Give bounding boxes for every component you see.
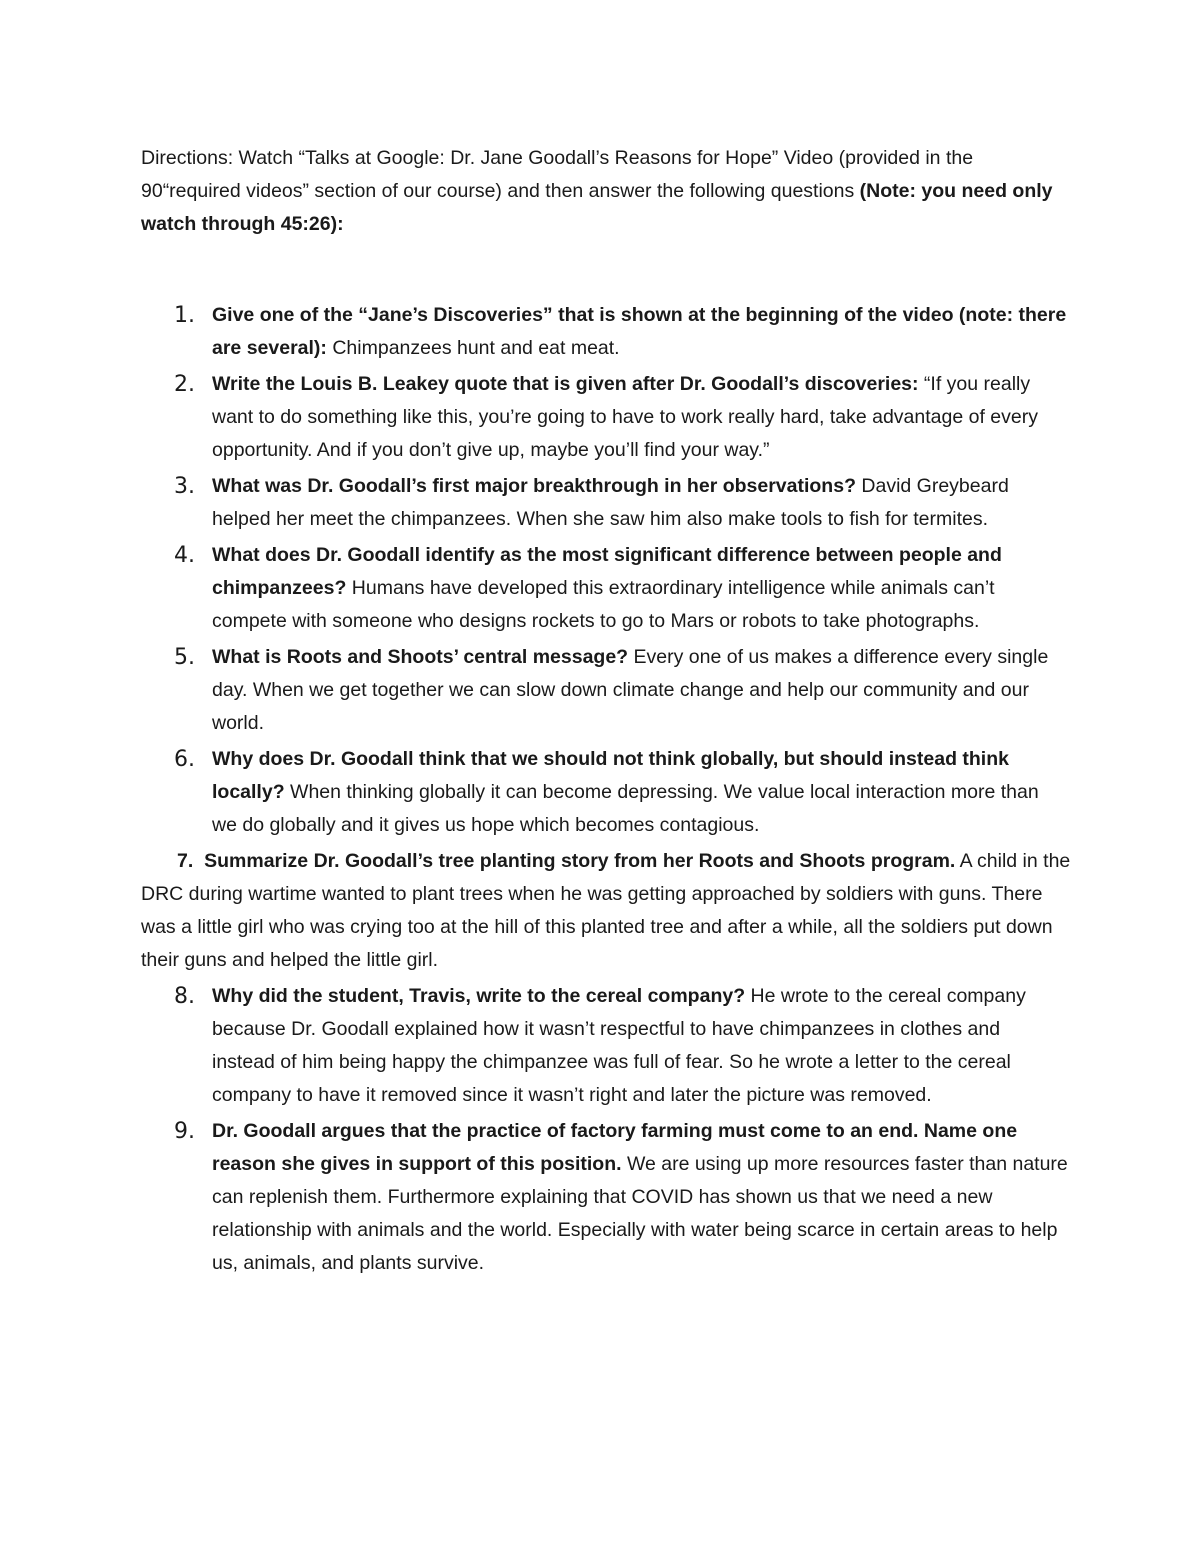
question-text: Why did the student, Travis, write to the cereal company? — [212, 985, 746, 1007]
directions-end: : — [337, 213, 344, 235]
directions-text: Directions: Watch “Talks at Google: Dr. Jane Goodall’s Reasons for Hope” Video (provided in the 90“required videos” section of our course) and then answer the following questions — [141, 147, 974, 202]
question-number: 2. — [174, 372, 195, 397]
answer-text: Humans have developed this extraordinary intelligence while animals can’t compete with someone who designs rockets to go to Mars or robots to take photographs. — [212, 577, 995, 632]
question-number: 6. — [174, 747, 195, 772]
question-number: 8. — [174, 984, 195, 1009]
answer-text: David Greybeard helped her meet the chimpanzees. When she saw him also make tools to fish for termites. — [212, 475, 1009, 530]
directions-note: (Note: you need only watch through 45:26) — [141, 180, 1053, 235]
question-text: Why does Dr. Goodall think that we should not think globally, but should instead think locally? — [212, 748, 1009, 803]
question-number: 7. — [177, 850, 194, 872]
question-text: What does Dr. Goodall identify as the most significant difference between people and chimpanzees? — [212, 544, 1002, 599]
question-list — [0, 299, 1200, 1283]
answer-text: He wrote to the cereal company because Dr. Goodall explained how it wasn’t respectful to have chimpanzees in clothes and instead of him being happy the chimpanzee was full of fear. So he wrote a letter to the cereal company to have it removed since it wasn’t right and later the picture was removed. — [212, 985, 1026, 1106]
question-item-9 — [174, 1115, 1068, 1280]
answer-text: Chimpanzees hunt and eat meat. — [326, 337, 620, 359]
question-text: Write the Louis B. Leakey quote that is given after Dr. Goodall’s discoveries: — [212, 373, 919, 395]
question-item-7 — [141, 845, 1071, 977]
question-item-2 — [174, 368, 1068, 467]
question-number: 4. — [174, 543, 195, 568]
answer-text: We are using up more resources faster than nature can replenish them. Furthermore explaining that COVID has shown us that we need a new relationship with animals and the world. Especially with water being scarce in certain areas to help us, animals, and plants survive. — [212, 1153, 1068, 1274]
question-text: Dr. Goodall argues that the practice of factory farming must come to an end. Name one reason she gives in support of this position. — [212, 1120, 1018, 1175]
question-text: Give one of the “Jane’s Discoveries” that is shown at the beginning of the video (note: there are several): — [212, 304, 1067, 359]
question-number: 9. — [174, 1119, 195, 1144]
question-number: 5. — [174, 645, 195, 670]
question-number: 1. — [174, 303, 195, 328]
answer-text: Every one of us makes a difference every single day. When we get together we can slow down climate change and help our community and our world. — [212, 646, 1049, 734]
question-item-8 — [174, 980, 1068, 1112]
question-item-4 — [174, 539, 1068, 638]
question-text: What was Dr. Goodall’s first major breakthrough in her observations? — [212, 475, 856, 497]
answer-text: A child in the DRC during wartime wanted to plant trees when he was getting approached by soldiers with guns. There was a little girl who was crying too at the hill of this planted tree and after a while, all the soldiers put down their guns and helped the little girl. — [141, 850, 1071, 971]
question-text: What is Roots and Shoots’ central message? — [212, 646, 629, 668]
question-text: Summarize Dr. Goodall’s tree planting story from her Roots and Shoots program. — [204, 850, 956, 872]
answer-text: “If you really want to do something like this, you’re going to have to work really hard, take advantage of every opportunity. And if you don’t give up, maybe you’ll find your way.” — [212, 373, 1038, 461]
question-item-6 — [174, 743, 1068, 842]
question-item-5 — [174, 641, 1068, 740]
question-item-1 — [174, 299, 1068, 365]
question-item-3 — [174, 470, 1068, 536]
question-number: 3. — [174, 474, 195, 499]
directions-paragraph — [141, 142, 1071, 241]
answer-text: When thinking globally it can become depressing. We value local interaction more than we do globally and it gives us hope which becomes contagious. — [212, 781, 1039, 836]
